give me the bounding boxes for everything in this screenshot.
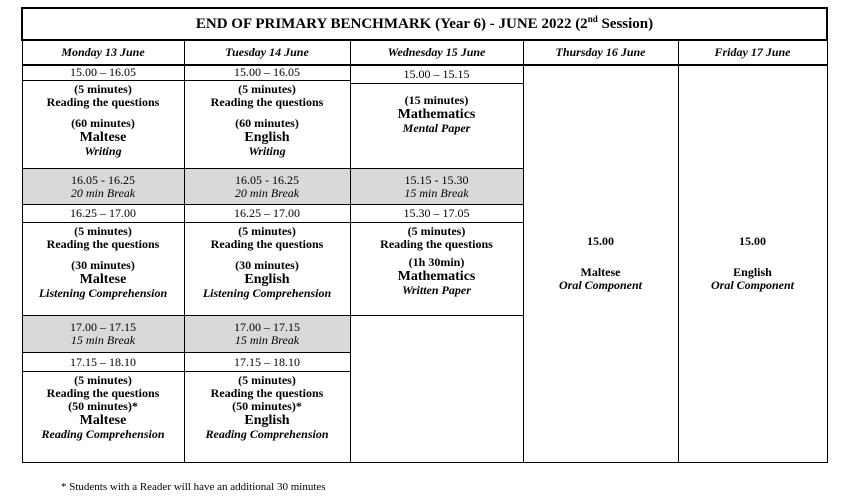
monday-session-3 — [22, 353, 184, 463]
break-label: 20 min Break — [234, 185, 300, 200]
tuesday-break-2 — [184, 315, 350, 353]
day-header-wednesday: Wednesday 15 June — [350, 40, 523, 64]
monday-break-1 — [22, 168, 184, 205]
wednesday-session-1 — [350, 65, 523, 168]
wednesday-session-2 — [350, 205, 523, 316]
reading-label: Reading the questions — [46, 237, 160, 252]
reading-duration: (5 minutes) — [238, 224, 296, 239]
reading-duration: (5 minutes) — [74, 373, 132, 388]
exam-paper: Mental Paper — [402, 120, 471, 135]
exam-subject: Maltese — [79, 129, 127, 145]
reading-duration: (5 minutes) — [238, 81, 296, 96]
break-time: 15.15 - 15.30 — [404, 172, 469, 187]
tuesday-break-1 — [184, 168, 350, 205]
break-time: 16.05 - 16.25 — [235, 172, 299, 187]
exam-duration: (60 minutes) — [71, 115, 135, 130]
break-time: 16.05 - 16.25 — [71, 172, 135, 187]
exam-paper: Listening Comprehension — [202, 286, 332, 301]
day-header-friday: Friday 17 June — [678, 40, 827, 64]
reading-label: Reading the questions — [210, 94, 324, 109]
footnote: * Students with a Reader will have an additional 30 minutes — [61, 481, 326, 493]
session-time: 16.25 – 17.00 — [185, 205, 350, 223]
exam-duration: (60 minutes) — [235, 115, 299, 130]
exam-duration: (1h 30min) — [408, 255, 465, 270]
oral-time: 15.00 — [739, 234, 767, 249]
exam-timetable — [21, 7, 828, 463]
session-time: 15.00 – 16.05 — [185, 66, 350, 81]
exam-subject: English — [244, 272, 290, 288]
exam-paper: Reading Comprehension — [41, 427, 165, 442]
day-header-thursday: Thursday 16 June — [523, 40, 678, 64]
reading-duration: (5 minutes) — [407, 224, 466, 239]
exam-paper: Reading Comprehension — [205, 427, 329, 442]
break-label: 15 min Break — [70, 333, 136, 348]
monday-session-2 — [22, 205, 184, 316]
exam-duration: (15 minutes) — [404, 92, 469, 107]
reading-duration: (5 minutes) — [238, 373, 296, 388]
session-time: 17.15 – 18.10 — [185, 353, 350, 372]
tuesday-session-1 — [184, 65, 350, 168]
exam-subject: English — [244, 129, 290, 145]
exam-subject: English — [244, 413, 290, 429]
oral-subject: Maltese — [580, 265, 621, 280]
exam-paper: Listening Comprehension — [38, 286, 168, 301]
break-label: 15 min Break — [404, 185, 469, 200]
session-time: 15.00 – 16.05 — [23, 66, 184, 81]
break-time: 17.00 – 17.15 — [234, 320, 300, 335]
tuesday-session-3 — [184, 353, 350, 463]
exam-subject: Maltese — [79, 272, 127, 288]
oral-subject: English — [733, 265, 772, 280]
exam-duration: (50 minutes)* — [232, 399, 302, 414]
reading-label: Reading the questions — [46, 386, 160, 401]
exam-duration: (30 minutes) — [235, 258, 299, 273]
session-time: 17.15 – 18.10 — [23, 353, 184, 372]
thursday-oral — [523, 65, 678, 463]
reading-label: Reading the questions — [380, 237, 493, 252]
wednesday-empty — [350, 315, 523, 462]
exam-subject: Mathematics — [397, 269, 476, 285]
oral-paper: Oral Component — [711, 278, 795, 293]
exam-subject: Maltese — [79, 413, 127, 429]
reading-label: Reading the questions — [46, 94, 160, 109]
reading-duration: (5 minutes) — [74, 224, 132, 239]
exam-subject: Mathematics — [397, 106, 476, 122]
exam-paper: Writing — [84, 143, 122, 158]
monday-break-2 — [22, 315, 184, 353]
session-time: 16.25 – 17.00 — [23, 205, 184, 223]
reading-label: Reading the questions — [210, 237, 324, 252]
exam-duration: (30 minutes) — [71, 258, 135, 273]
session-time: 15.00 – 15.15 — [351, 66, 523, 84]
tuesday-session-2 — [184, 205, 350, 316]
oral-time: 15.00 — [587, 234, 614, 249]
reading-label: Reading the questions — [210, 386, 324, 401]
reading-duration: (5 minutes) — [74, 81, 132, 96]
exam-paper: Writing — [248, 143, 286, 158]
exam-paper: Written Paper — [402, 283, 471, 298]
wednesday-break-1 — [350, 168, 523, 205]
exam-duration: (50 minutes)* — [68, 399, 138, 414]
break-label: 15 min Break — [234, 333, 300, 348]
session-time: 15.30 – 17.05 — [351, 205, 523, 223]
day-header-monday: Monday 13 June — [22, 40, 184, 64]
title-superscript: nd — [587, 13, 598, 24]
page-title: END OF PRIMARY BENCHMARK (Year 6) - JUNE 2022 (2nd Session) — [22, 8, 827, 40]
day-header-tuesday: Tuesday 14 June — [184, 40, 350, 64]
friday-oral — [678, 65, 827, 463]
oral-paper: Oral Component — [558, 278, 642, 293]
break-time: 17.00 – 17.15 — [70, 320, 136, 335]
monday-session-1 — [22, 65, 184, 168]
break-label: 20 min Break — [70, 185, 136, 200]
